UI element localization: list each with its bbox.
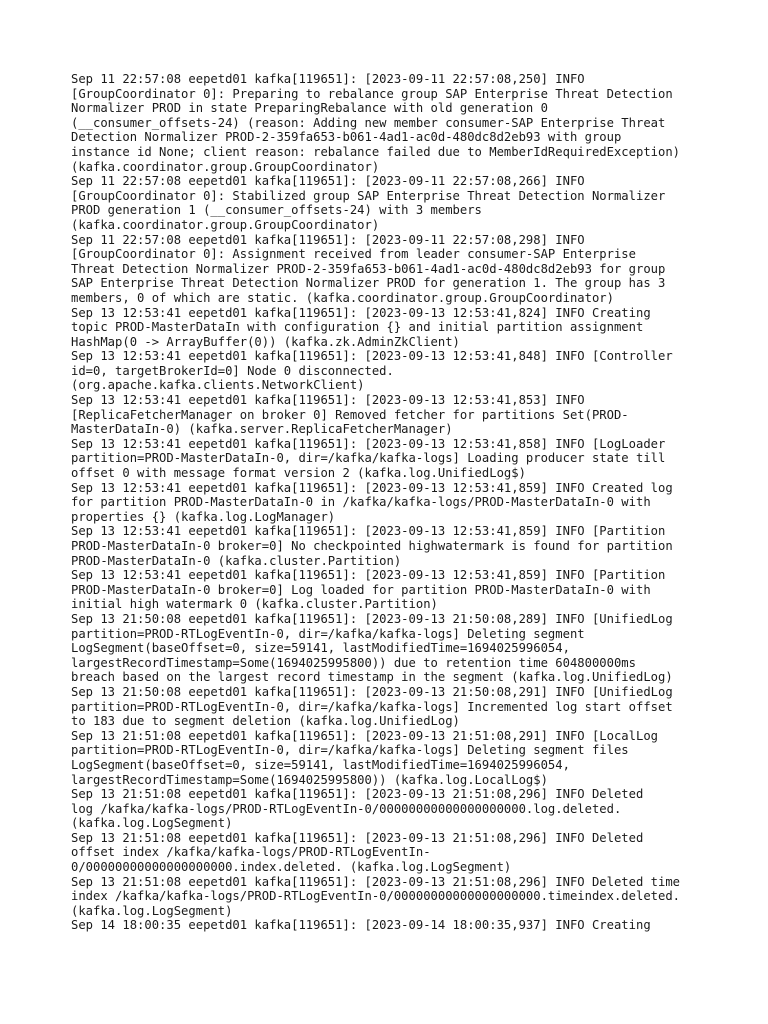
log-line: partition=PROD-MasterDataIn-0, dir=/kafka/kafka-logs] Loading producer state till	[71, 451, 666, 466]
log-line: (kafka.coordinator.group.GroupCoordinator)	[71, 217, 380, 232]
log-line: PROD generation 1 (__consumer_offsets-24) with 3 members	[71, 203, 482, 218]
log-line: Sep 13 21:51:08 eepetd01 kafka[119651]: [2023-09-13 21:51:08,296] INFO Deleted	[71, 787, 644, 802]
log-line: to 183 due to segment deletion (kafka.log.UnifiedLog)	[71, 714, 460, 729]
log-line: partition=PROD-RTLogEventIn-0, dir=/kafka/kafka-logs] Deleting segment	[71, 626, 585, 641]
log-line: Sep 11 22:57:08 eepetd01 kafka[119651]: [2023-09-11 22:57:08,250] INFO	[71, 72, 585, 86]
log-line: MasterDataIn-0) (kafka.server.ReplicaFetcherManager)	[71, 422, 453, 437]
log-line: (kafka.log.LogSegment)	[71, 903, 233, 918]
log-line: largestRecordTimestamp=Some(1694025995800)) due to retention time 604800000ms	[71, 655, 636, 670]
log-line: (kafka.log.LogSegment)	[71, 816, 233, 831]
log-line: for partition PROD-MasterDataIn-0 in /kafka/kafka-logs/PROD-MasterDataIn-0 with	[71, 495, 651, 510]
log-line: instance id None; client reason: rebalance failed due to MemberIdRequiredException)	[71, 144, 681, 159]
log-line: Sep 13 21:51:08 eepetd01 kafka[119651]: [2023-09-13 21:51:08,296] INFO Deleted time	[71, 874, 681, 889]
log-line: Sep 13 12:53:41 eepetd01 kafka[119651]: [2023-09-13 12:53:41,859] INFO Created log	[71, 480, 673, 495]
log-line: Sep 14 18:00:35 eepetd01 kafka[119651]: [2023-09-14 18:00:35,937] INFO Creating	[71, 918, 651, 933]
log-line: partition=PROD-RTLogEventIn-0, dir=/kafka/kafka-logs] Deleting segment files	[71, 743, 629, 758]
log-line: properties {} (kafka.log.LogManager)	[71, 509, 336, 524]
log-line: Sep 11 22:57:08 eepetd01 kafka[119651]: [2023-09-11 22:57:08,266] INFO	[71, 174, 585, 189]
log-line: members, 0 of which are static. (kafka.coordinator.group.GroupCoordinator)	[71, 290, 614, 305]
log-line: id=0, targetBrokerId=0] Node 0 disconnected.	[71, 363, 394, 378]
log-line: [GroupCoordinator 0]: Assignment received from leader consumer-SAP Enterprise	[71, 247, 636, 262]
log-line: Sep 13 12:53:41 eepetd01 kafka[119651]: [2023-09-13 12:53:41,824] INFO Creating	[71, 305, 651, 320]
log-line: index /kafka/kafka-logs/PROD-RTLogEventIn-0/00000000000000000000.timeindex.deleted.	[71, 889, 681, 904]
log-line: Sep 13 21:50:08 eepetd01 kafka[119651]: [2023-09-13 21:50:08,289] INFO [UnifiedLog	[71, 611, 673, 626]
log-line: [ReplicaFetcherManager on broker 0] Removed fetcher for partitions Set(PROD-	[71, 407, 629, 422]
log-line: HashMap(0 -> ArrayBuffer(0)) (kafka.zk.AdminZkClient)	[71, 334, 460, 349]
log-line: Sep 13 21:51:08 eepetd01 kafka[119651]: [2023-09-13 21:51:08,291] INFO [LocalLog	[71, 728, 658, 743]
log-line: Sep 13 12:53:41 eepetd01 kafka[119651]: [2023-09-13 12:53:41,858] INFO [LogLoader	[71, 436, 666, 451]
log-line: Sep 13 21:50:08 eepetd01 kafka[119651]: [2023-09-13 21:50:08,291] INFO [UnifiedLog	[71, 684, 673, 699]
log-line: partition=PROD-RTLogEventIn-0, dir=/kafka/kafka-logs] Incremented log start offset	[71, 699, 673, 714]
log-document	[71, 72, 711, 933]
log-line: breach based on the largest record timestamp in the segment (kafka.log.UnifiedLog)	[71, 670, 673, 685]
log-line: 0/00000000000000000000.index.deleted. (kafka.log.LogSegment)	[71, 860, 512, 875]
log-line: Sep 13 12:53:41 eepetd01 kafka[119651]: [2023-09-13 12:53:41,859] INFO [Partition	[71, 524, 666, 539]
log-line: LogSegment(baseOffset=0, size=59141, lastModifiedTime=1694025996054,	[71, 641, 570, 656]
log-line: PROD-MasterDataIn-0 broker=0] Log loaded for partition PROD-MasterDataIn-0 with	[71, 582, 651, 597]
log-line: SAP Enterprise Threat Detection Normalizer PROD for generation 1. The group has 3	[71, 276, 666, 291]
log-line: largestRecordTimestamp=Some(1694025995800)) (kafka.log.LocalLog$)	[71, 772, 548, 787]
log-line: offset index /kafka/kafka-logs/PROD-RTLogEventIn-	[71, 845, 431, 860]
log-line: Sep 13 12:53:41 eepetd01 kafka[119651]: [2023-09-13 12:53:41,853] INFO	[71, 393, 585, 408]
log-line: PROD-MasterDataIn-0 (kafka.cluster.Partition)	[71, 553, 402, 568]
log-line: Sep 11 22:57:08 eepetd01 kafka[119651]: [2023-09-11 22:57:08,298] INFO	[71, 232, 585, 247]
log-line: offset 0 with message format version 2 (kafka.log.UnifiedLog$)	[71, 466, 526, 481]
log-line: Threat Detection Normalizer PROD-2-359fa653-b061-4ad1-ac0d-480dc8d2eb93 for group	[71, 261, 666, 276]
log-line: initial high watermark 0 (kafka.cluster.Partition)	[71, 597, 438, 612]
log-line: Detection Normalizer PROD-2-359fa653-b061-4ad1-ac0d-480dc8d2eb93 with group	[71, 130, 622, 145]
log-line: (org.apache.kafka.clients.NetworkClient)	[71, 378, 365, 393]
log-line: Sep 13 21:51:08 eepetd01 kafka[119651]: [2023-09-13 21:51:08,296] INFO Deleted	[71, 830, 644, 845]
log-line: LogSegment(baseOffset=0, size=59141, lastModifiedTime=1694025996054,	[71, 757, 570, 772]
log-line: Normalizer PROD in state PreparingRebalance with old generation 0	[71, 101, 548, 116]
log-line: [GroupCoordinator 0]: Preparing to rebalance group SAP Enterprise Threat Detection	[71, 86, 673, 101]
log-line: [GroupCoordinator 0]: Stabilized group SAP Enterprise Threat Detection Normalizer	[71, 188, 666, 203]
log-line: Sep 13 12:53:41 eepetd01 kafka[119651]: [2023-09-13 12:53:41,848] INFO [Controller	[71, 349, 673, 364]
log-line: log /kafka/kafka-logs/PROD-RTLogEventIn-0/00000000000000000000.log.deleted.	[71, 801, 622, 816]
log-line: (__consumer_offsets-24) (reason: Adding new member consumer-SAP Enterprise Threat	[71, 115, 666, 130]
log-line: Sep 13 12:53:41 eepetd01 kafka[119651]: [2023-09-13 12:53:41,859] INFO [Partition	[71, 568, 666, 583]
log-line: PROD-MasterDataIn-0 broker=0] No checkpointed highwatermark is found for partition	[71, 539, 673, 553]
log-line: topic PROD-MasterDataIn with configuration {} and initial partition assignment	[71, 320, 644, 335]
log-line: (kafka.coordinator.group.GroupCoordinator)	[71, 159, 380, 174]
